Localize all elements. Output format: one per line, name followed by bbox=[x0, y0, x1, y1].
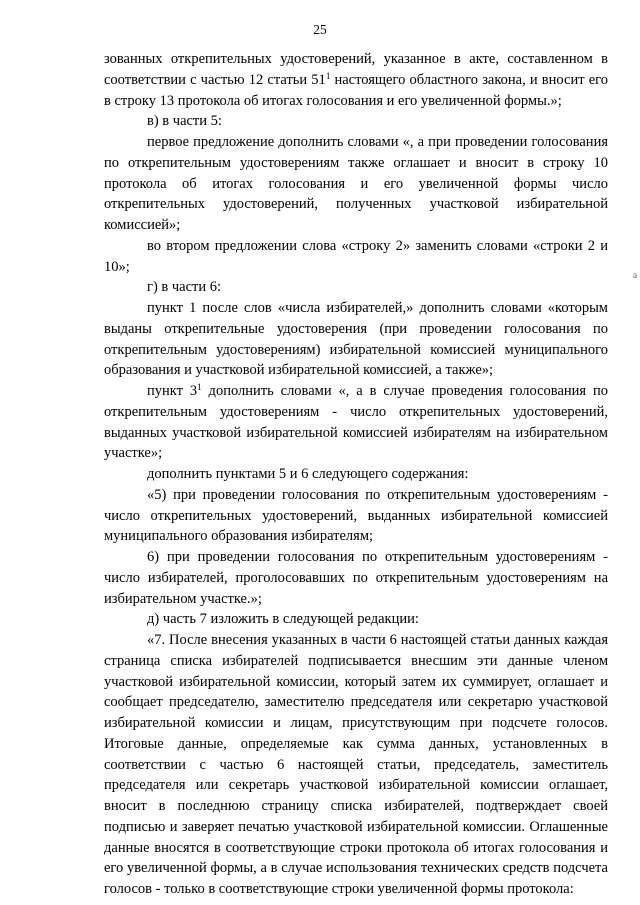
paragraph-text: настоящего областного закона, и вносит его в строку 13 протокола об итогах голосования и его увеличенной формы.»; bbox=[104, 71, 608, 109]
edge-mark: a bbox=[633, 270, 637, 280]
paragraph: «7. После внесения указанных в части 6 настоящей статьи данных каждая страница списка избирателей подписывается внесшим эти данные членом участковой избирательной комиссии, который затем их суммирует, оглашает и сообщает председателю, заместителю председателя или секретарю участковой избирательной комиссии и лицам, присутствующим при подсчете голосов. Итоговые данные, определяемые как сумма данных, установленных в соответствии с частью 6 настоящей статьи, председатель, заместитель председателя или секретарь участковой избирательной комиссии оглашает, вносит в последнюю страницу списка избирателей, подтверждает своей подписью и заверяет печатью участковой избирательной комиссии. Оглашенные данные вносятся в соответствующие строки протокола об итогах голосования и его увеличенной формы, а в случае использования технических средств подсчета голосов - только в соответствующие строки увеличенной формы протокола: bbox=[104, 632, 608, 897]
paragraph: д) часть 7 изложить в следующей редакции: bbox=[147, 611, 419, 628]
paragraph-continuation bbox=[104, 49, 608, 111]
paragraph-text: пункт 3 bbox=[147, 383, 198, 399]
paragraph: 6) при проведении голосования по открепительным удостоверениям - число избирателей, проголосовавших по открепительным удостоверениям на избирательном участке.»; bbox=[104, 549, 608, 607]
superscript: 1 bbox=[325, 70, 331, 81]
page-number: 25 bbox=[313, 22, 327, 37]
paragraph: первое предложение дополнить словами «, а при проведении голосования по открепительным удостоверениям также оглашает и вносит в строку 10 протокола об итогах голосования и его увеличенной формы число открепительных удостоверений, полученных участковой избирательной комиссией»; bbox=[104, 134, 608, 233]
paragraph bbox=[104, 381, 608, 464]
paragraph: во втором предложении слова «строку 2» заменить словами «строки 2 и 10»; bbox=[104, 237, 608, 275]
paragraph: в) в части 5: bbox=[147, 113, 222, 130]
paragraph-text: зованных открепительных удостоверений, указанное в акте, составленном в соответствии с частью 12 статьи 51 bbox=[104, 51, 608, 88]
paragraph: г) в части 6: bbox=[147, 279, 222, 296]
document-body bbox=[104, 49, 608, 900]
paragraph: «5) при проведении голосования по открепительным удостоверениям - число открепительных удостоверений, выданных избирательной комиссией муниципального образования избирателям; bbox=[104, 486, 608, 545]
superscript: 1 bbox=[197, 382, 202, 392]
paragraph: пункт 1 после слов «числа избирателей,» дополнить словами «которым выданы открепительные удостоверения (при проведении голосования по открепительным удостоверениям) избирательной комиссией муниципального образования и участковой избирательной комиссией, а также»; bbox=[104, 300, 608, 379]
paragraph-text: дополнить словами «, а в случае проведения голосования по открепительным удостоверениям - число открепительных удостоверений, выданных участковой избирательной комиссией избирателям на избирательном участке»; bbox=[104, 383, 609, 462]
paragraph: дополнить пунктами 5 и 6 следующего содержания: bbox=[147, 466, 469, 482]
